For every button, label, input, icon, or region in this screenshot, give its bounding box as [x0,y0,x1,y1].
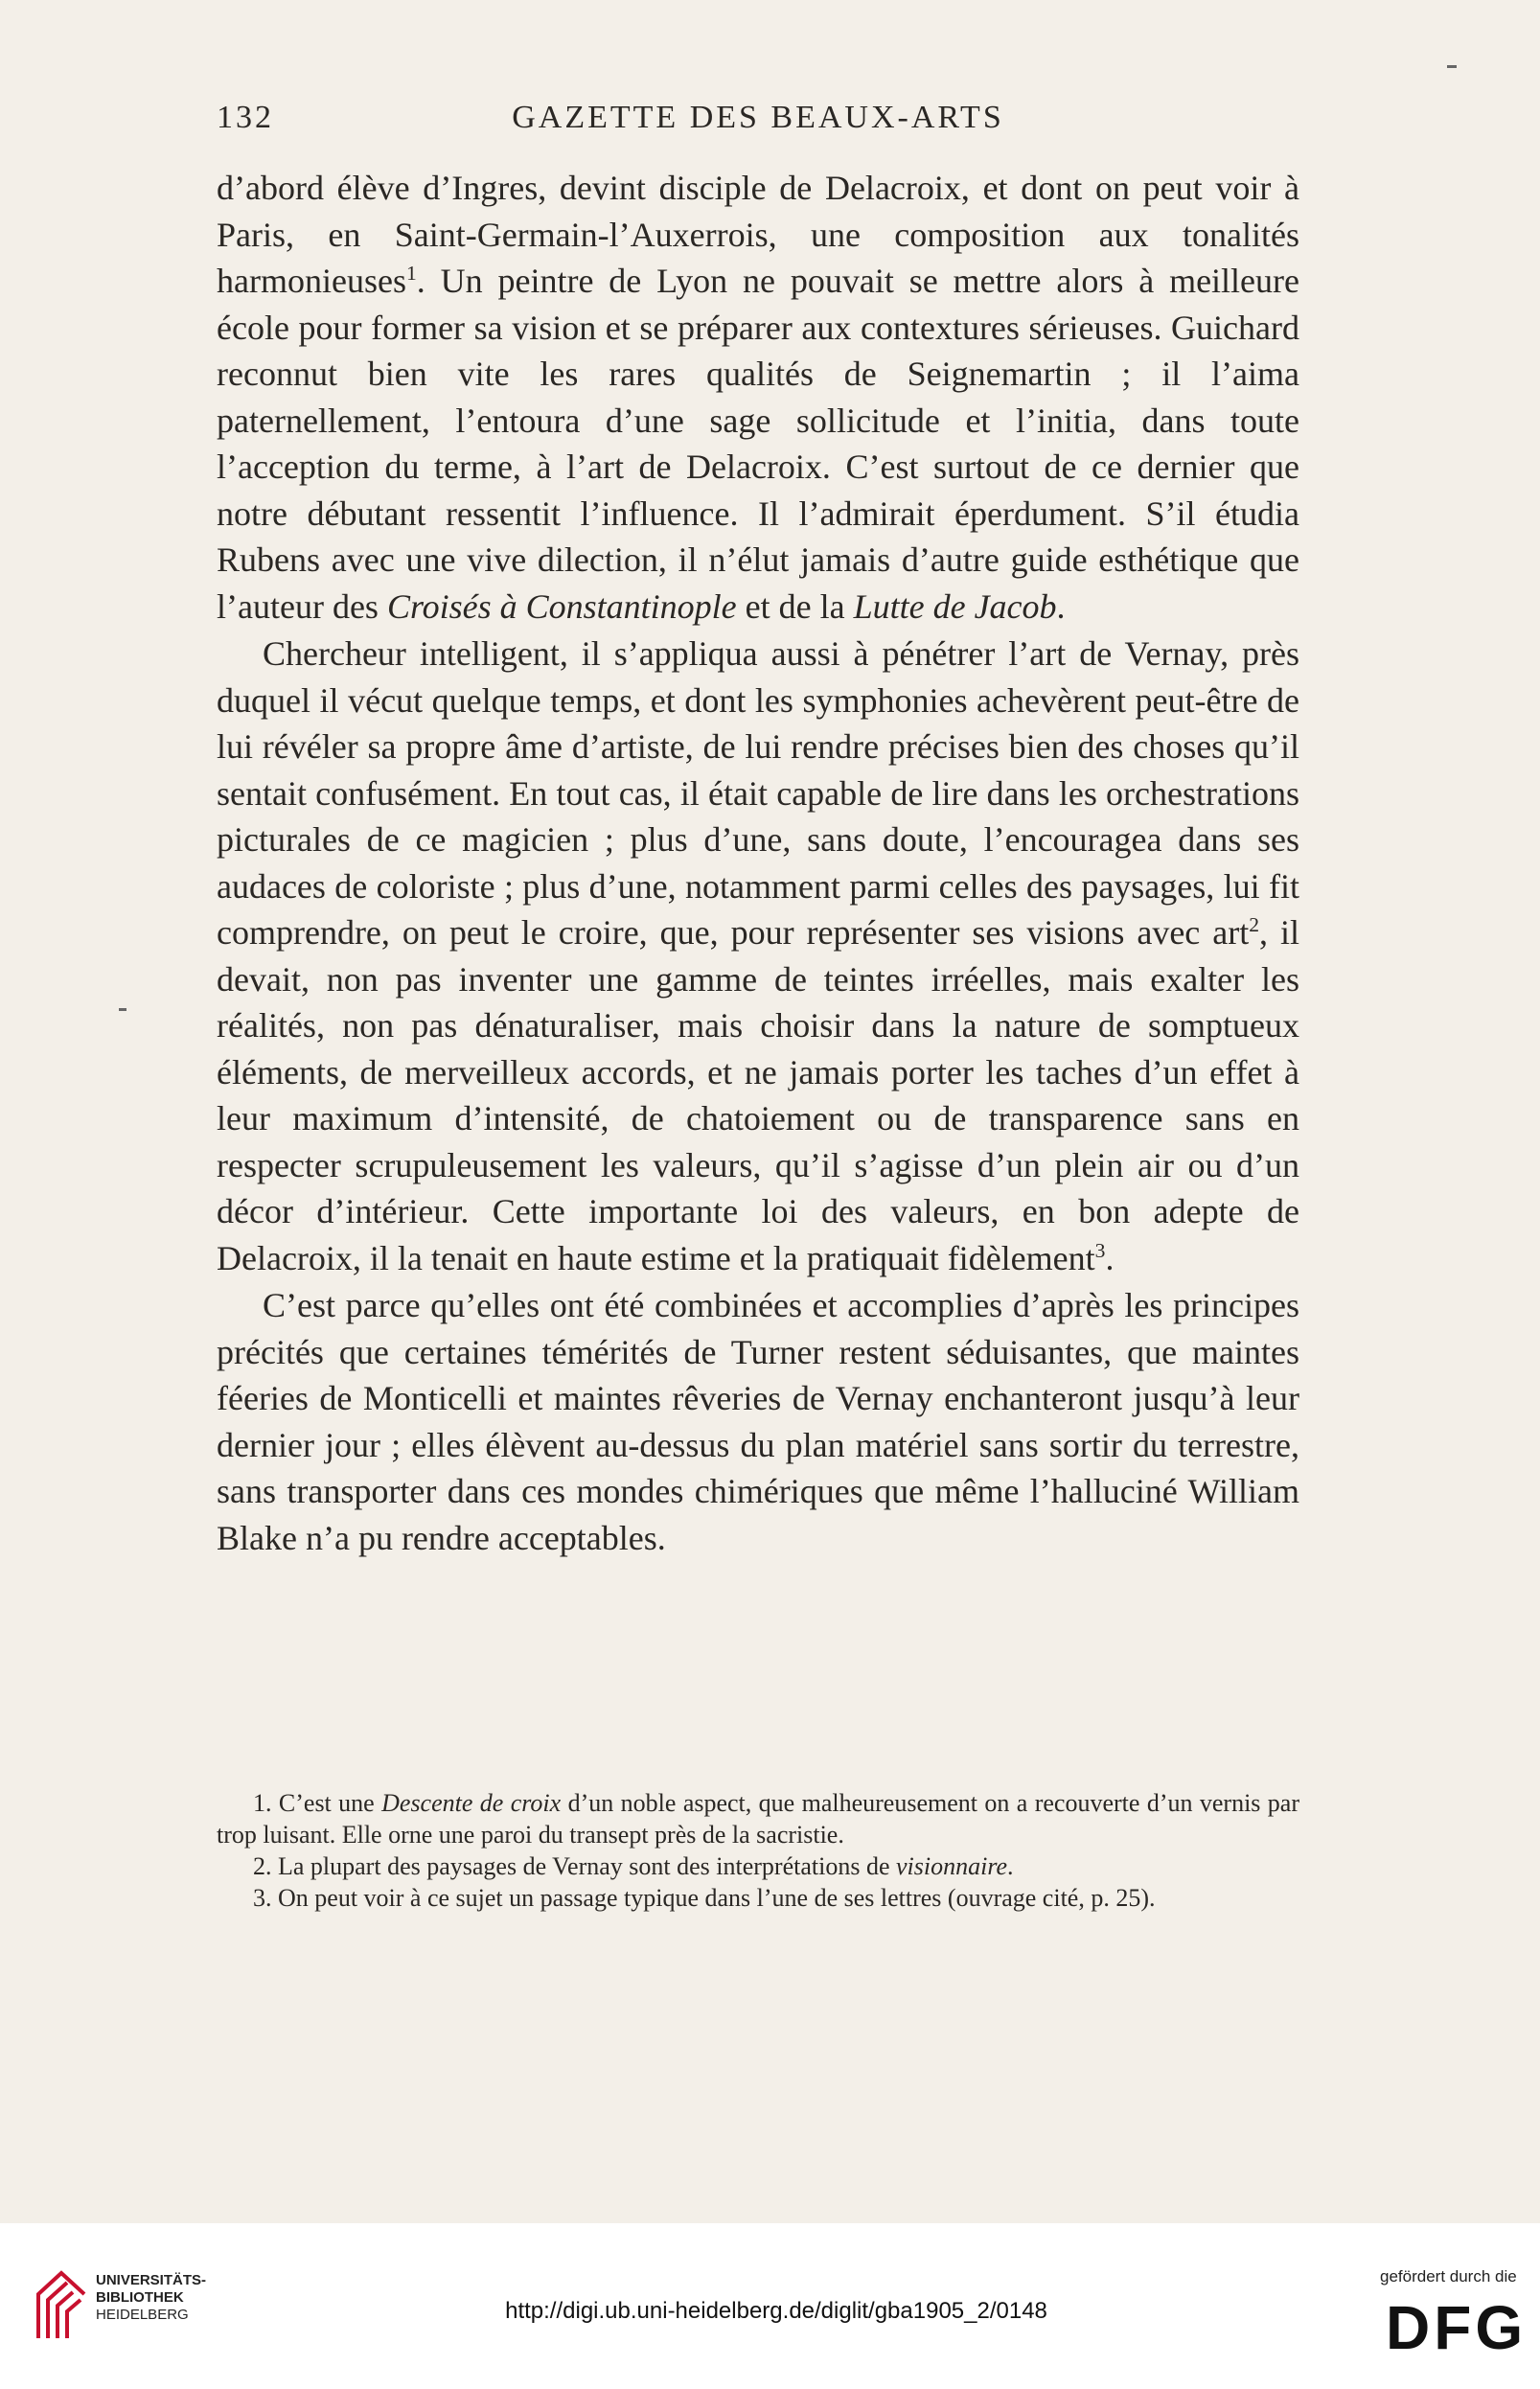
library-name [96,2272,206,2324]
footnote-ref-2: 2 [1249,913,1260,936]
paragraph-2-text-c: . [1105,1238,1115,1277]
footnote-2-text-a: La plupart des paysages de Vernay sont des interprétations de [271,1852,896,1880]
library-logo-icon [33,2267,90,2344]
footnote-2-number: 2. [253,1852,272,1880]
footnote-2-italic: visionnaire [896,1852,1008,1880]
paragraph-3: C’est parce qu’elles ont été combinées et accomplies d’après les principes précités que certaines témérités de Turner restent séduisantes, que maintes féeries de Monticelli et maintes rêveries de Vernay enchanteront jusqu’à leur dernier jour ; elles élèvent au-dessus du plan matériel sans sortir du terrestre, sans transporter dans ces mondes chimériques que même l’halluciné William Blake n’a pu rendre acceptables. [217,1286,1299,1557]
dfg-logo: DFG [1386,2293,1528,2362]
footnote-2-text-b: . [1007,1852,1014,1880]
running-title: GAZETTE DES BEAUX-ARTS [512,100,1004,135]
scan-mark [1447,65,1457,68]
footnote-1-italic: Descente de croix [381,1789,562,1817]
paragraph-1 [217,165,1299,630]
paragraph-2 [217,631,1299,1281]
footnote-1 [217,1787,1299,1850]
footnote-3-number: 3. [253,1884,272,1912]
footnote-1-text-a: C’est une [271,1789,382,1817]
paragraph-1-text-b: . Un peintre de Lyon ne pouvait se mettre alors à meilleure école pour former sa vision et se préparer aux contextures sérieuses. Guichard reconnut bien vite les rares qualités de Seignemartin ; il l’aima paternellement, l’entoura d’une sage sollicitude et l’initia, dans toute l’acception du terme, à l’art de Delacroix. C’est surtout de ce dernier que notre débutant ressentit l’influence. Il l’admirait éperdument. S’il étudia Rubens avec une vive dilection, il n’élut jamais d’autre guide esthétique que l’auteur des [217,262,1299,626]
permalink-url[interactable]: http://digi.ub.uni-heidelberg.de/diglit/gba1905_2/0148 [505,2298,1047,2324]
scan-mark [119,1008,126,1011]
footnotes [217,1787,1299,1914]
body-text [217,165,1299,1561]
page-header [217,100,1299,148]
paragraph-1-text-a: d’abord élève d’Ingres, devint disciple de Delacroix, et dont on peut voir à Paris, en Saint-Germain-l’Auxerrois, une composition aux tonalités harmonieuses [217,169,1299,300]
footnote-3 [217,1882,1299,1914]
library-name-line-2: BIBLIOTHEK [96,2289,184,2306]
footnote-ref-1: 1 [405,262,417,285]
paragraph-1-text-c: et de la [736,586,854,626]
footnote-ref-3: 3 [1094,1238,1106,1262]
paragraph-2-text-b: , il devait, non pas inventer une gamme de teintes irréelles, mais exalter les réalités, non pas dénaturaliser, mais choisir dans la nature de somptueux éléments, de merveilleux accords, et ne jamais porter les taches d’un effet à leur maximum d’intensité, de chatoiement ou de transparence sans en respecter scrupuleusement les valeurs, qu’il s’agisse d’un plein air ou d’un décor d’intérieur. Cette importante loi des valeurs, en bon adepte de Delacroix, il la tenait en haute estime et la pratiquait fidèlement [217,913,1300,1277]
footnote-1-text-b: d’un noble aspect, que malheureusement on a recouverte d’un vernis par trop luisant. Elle orne une paroi du transept près de la sacristie. [217,1789,1300,1849]
library-name-line-3: HEIDELBERG [96,2307,189,2323]
footnote-3-text: On peut voir à ce sujet un passage typique dans l’une de ses lettres (ouvrage cité, p. 25). [271,1884,1156,1912]
page-number: 132 [217,100,274,135]
footnote-2 [217,1850,1299,1882]
footnote-1-number: 1. [253,1789,272,1817]
library-name-line-1: UNIVERSITÄTS- [96,2272,207,2288]
paragraph-2-text-a: Chercheur intelligent, il s’appliqua aussi à pénétrer l’art de Vernay, près duquel il vécut quelque temps, et dont les symphonies achevèrent peut-être de lui révéler sa propre âme d’artiste, de lui rendre précises bien des choses qu’il sentait confusément. En tout cas, il était capable de lire dans les orchestrations picturales de ce magicien ; plus d’une, sans doute, l’encouragea dans ses audaces de coloriste ; plus d’une, notamment parmi celles des paysages, lui fit comprendre, on peut le croire, que, pour représenter ses visions avec art [217,634,1299,952]
funder-label: gefördert durch die [1380,2267,1517,2286]
title-croises: Croisés à Constantinople [386,586,737,626]
title-lutte-de-jacob: Lutte de Jacob [853,586,1057,626]
paragraph-1-text-d: . [1056,586,1066,626]
